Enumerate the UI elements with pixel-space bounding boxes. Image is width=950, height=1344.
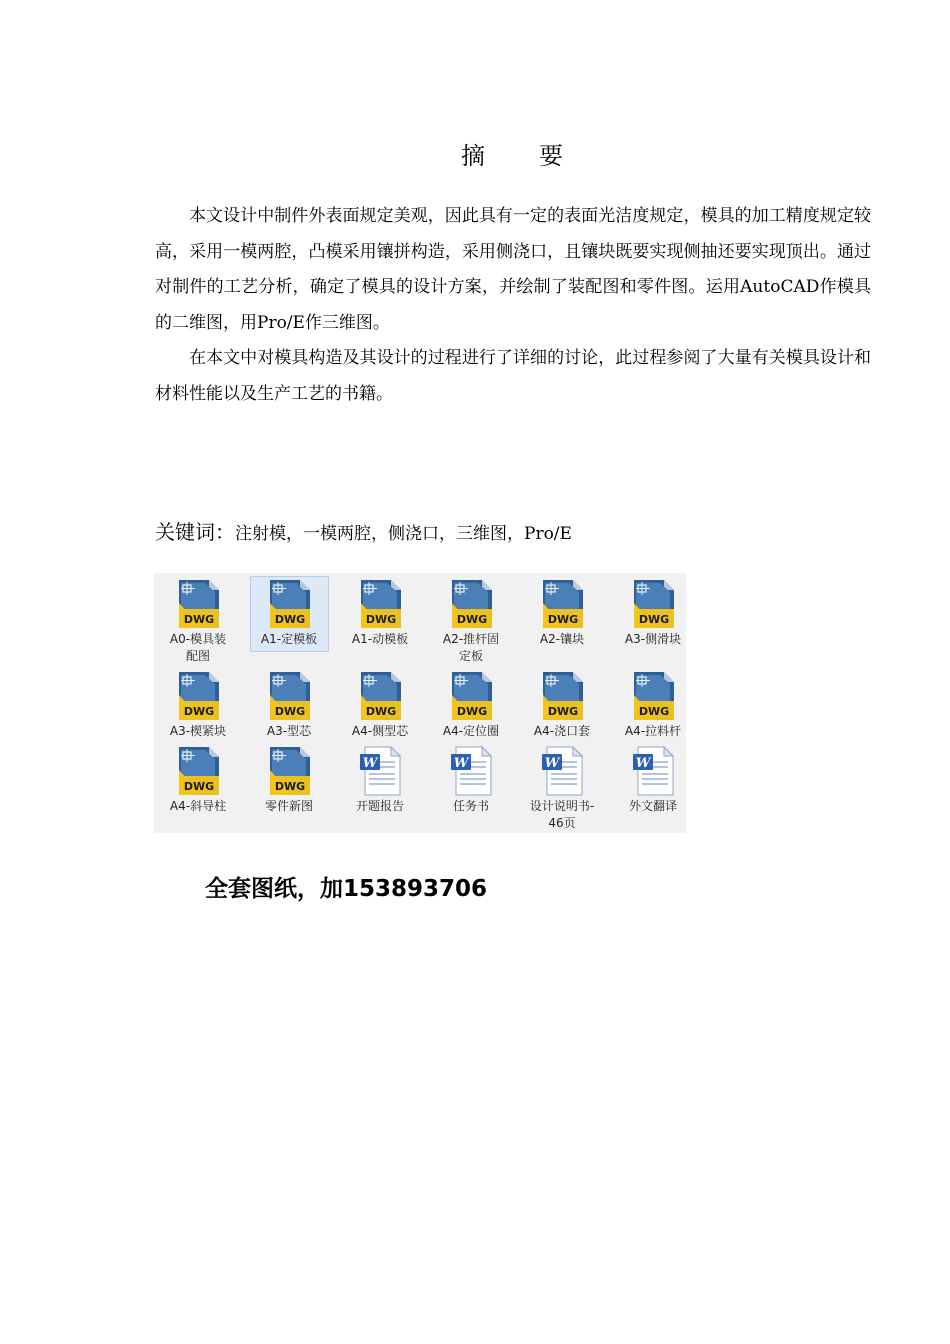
dwg-file-icon [539,579,585,629]
file-name-label: A4-拉料杆 [624,724,682,738]
file-item[interactable] [609,669,697,740]
dwg-file-icon [539,671,585,721]
file-name-label: 开题报告 [355,799,404,813]
dwg-badge-label: DWG [365,613,397,626]
dwg-file-icon [175,746,221,796]
file-name-label: A3-楔紧块 [169,724,227,738]
file-icon-wrap [154,669,242,721]
file-name-label: A1-动模板 [351,632,409,646]
word-badge-label: W [544,756,560,771]
file-icon-wrap [154,744,242,796]
dwg-badge-label: DWG [638,613,670,626]
word-badge-label: W [635,756,651,771]
file-item[interactable] [609,577,697,648]
file-name-label: 任务书 [452,799,489,813]
dwg-badge-label: DWG [456,613,488,626]
file-icon-wrap [518,669,606,721]
dwg-badge-label: DWG [183,613,215,626]
file-name-label: A3-侧滑块 [624,632,682,646]
dwg-badge-label: DWG [365,705,397,718]
file-icon-wrap [427,669,515,721]
file-name-label: 零件新图 [264,799,313,813]
file-name-label: A4-斜导柱 [169,799,227,813]
abstract-body [155,199,871,412]
file-icon-wrap [427,577,515,629]
file-icon-wrap [518,744,606,796]
file-icon-wrap [336,669,424,721]
file-icon-wrap [154,577,242,629]
abstract-paragraph-1: 本文设计中制件外表面规定美观，因此具有一定的表面光洁度规定，模具的加工精度规定较高，采用一模两腔，凸模采用镶拼构造，采用侧浇口，且镶块既要实现侧抽还要实现顶出。通过对制件的工艺分析，确定了模具的设计方案，并绘制了装配图和零件图。运用AutoCAD作模具的二维图，用Pro/E作三维图。 [155,206,871,333]
file-item[interactable] [518,744,606,832]
word-doc-icon [630,746,676,796]
file-item[interactable] [609,744,697,815]
file-icon-wrap [245,744,333,796]
abstract-title: 摘 要 [461,142,565,170]
file-item[interactable] [245,744,333,815]
dwg-badge-label: DWG [274,780,306,793]
dwg-badge-label: DWG [274,613,306,626]
file-name-label: A1-定模板 [260,632,318,646]
file-name-label: 设计说明书-46页 [529,799,595,830]
file-icon-wrap [245,669,333,721]
word-badge-label: W [453,756,469,771]
file-item[interactable] [427,744,515,815]
file-icon-wrap [427,744,515,796]
file-item[interactable] [154,744,242,815]
dwg-file-icon [357,671,403,721]
file-name-label: A2-镶块 [539,632,585,646]
file-item[interactable] [154,577,242,665]
word-doc-icon [357,746,403,796]
file-icon-wrap [245,577,333,629]
file-name-label: A4-侧型芯 [351,724,409,738]
dwg-file-icon [630,579,676,629]
file-item[interactable] [154,669,242,740]
word-badge-label: W [362,756,378,771]
file-item[interactable] [245,669,333,740]
word-doc-icon [539,746,585,796]
dwg-file-icon [175,671,221,721]
file-item[interactable] [518,577,606,648]
dwg-file-icon [630,671,676,721]
dwg-file-icon [448,579,494,629]
dwg-badge-label: DWG [456,705,488,718]
dwg-file-icon [266,746,312,796]
file-item[interactable] [245,577,333,648]
file-item[interactable] [427,577,515,665]
file-explorer-view [154,573,686,833]
file-name-label: A0-模具装配图 [169,632,227,663]
file-item[interactable] [518,669,606,740]
file-name-label: 外文翻译 [628,799,677,813]
keywords-label: 关键词： [155,520,235,544]
file-icon-wrap [609,577,697,629]
dwg-badge-label: DWG [547,705,579,718]
word-doc-icon [448,746,494,796]
dwg-badge-label: DWG [183,705,215,718]
dwg-file-icon [448,671,494,721]
dwg-file-icon [266,671,312,721]
file-name-label: A2-推杆固定板 [442,632,500,663]
abstract-paragraph-2: 在本文中对模具构造及其设计的过程进行了详细的讨论，此过程参阅了大量有关模具设计和材料性能以及生产工艺的书籍。 [155,348,871,404]
file-icon-wrap [518,577,606,629]
file-name-label: A4-浇口套 [533,724,591,738]
keywords-line [155,515,871,551]
file-item[interactable] [336,744,424,815]
file-icon-wrap [336,577,424,629]
dwg-badge-label: DWG [183,780,215,793]
file-icon-wrap [609,744,697,796]
file-icon-wrap [336,744,424,796]
file-name-label: A3-型芯 [266,724,312,738]
contact-line: 全套图纸，加153893706 [205,876,488,902]
dwg-file-icon [357,579,403,629]
dwg-file-icon [266,579,312,629]
file-item[interactable] [427,669,515,740]
dwg-badge-label: DWG [638,705,670,718]
dwg-file-icon [175,579,221,629]
file-item[interactable] [336,669,424,740]
file-icon-wrap [609,669,697,721]
dwg-badge-label: DWG [547,613,579,626]
dwg-badge-label: DWG [274,705,306,718]
file-name-label: A4-定位圈 [442,724,500,738]
file-item[interactable] [336,577,424,648]
keywords-text: 注射模，一模两腔，侧浇口，三维图，Pro/E [235,524,572,544]
